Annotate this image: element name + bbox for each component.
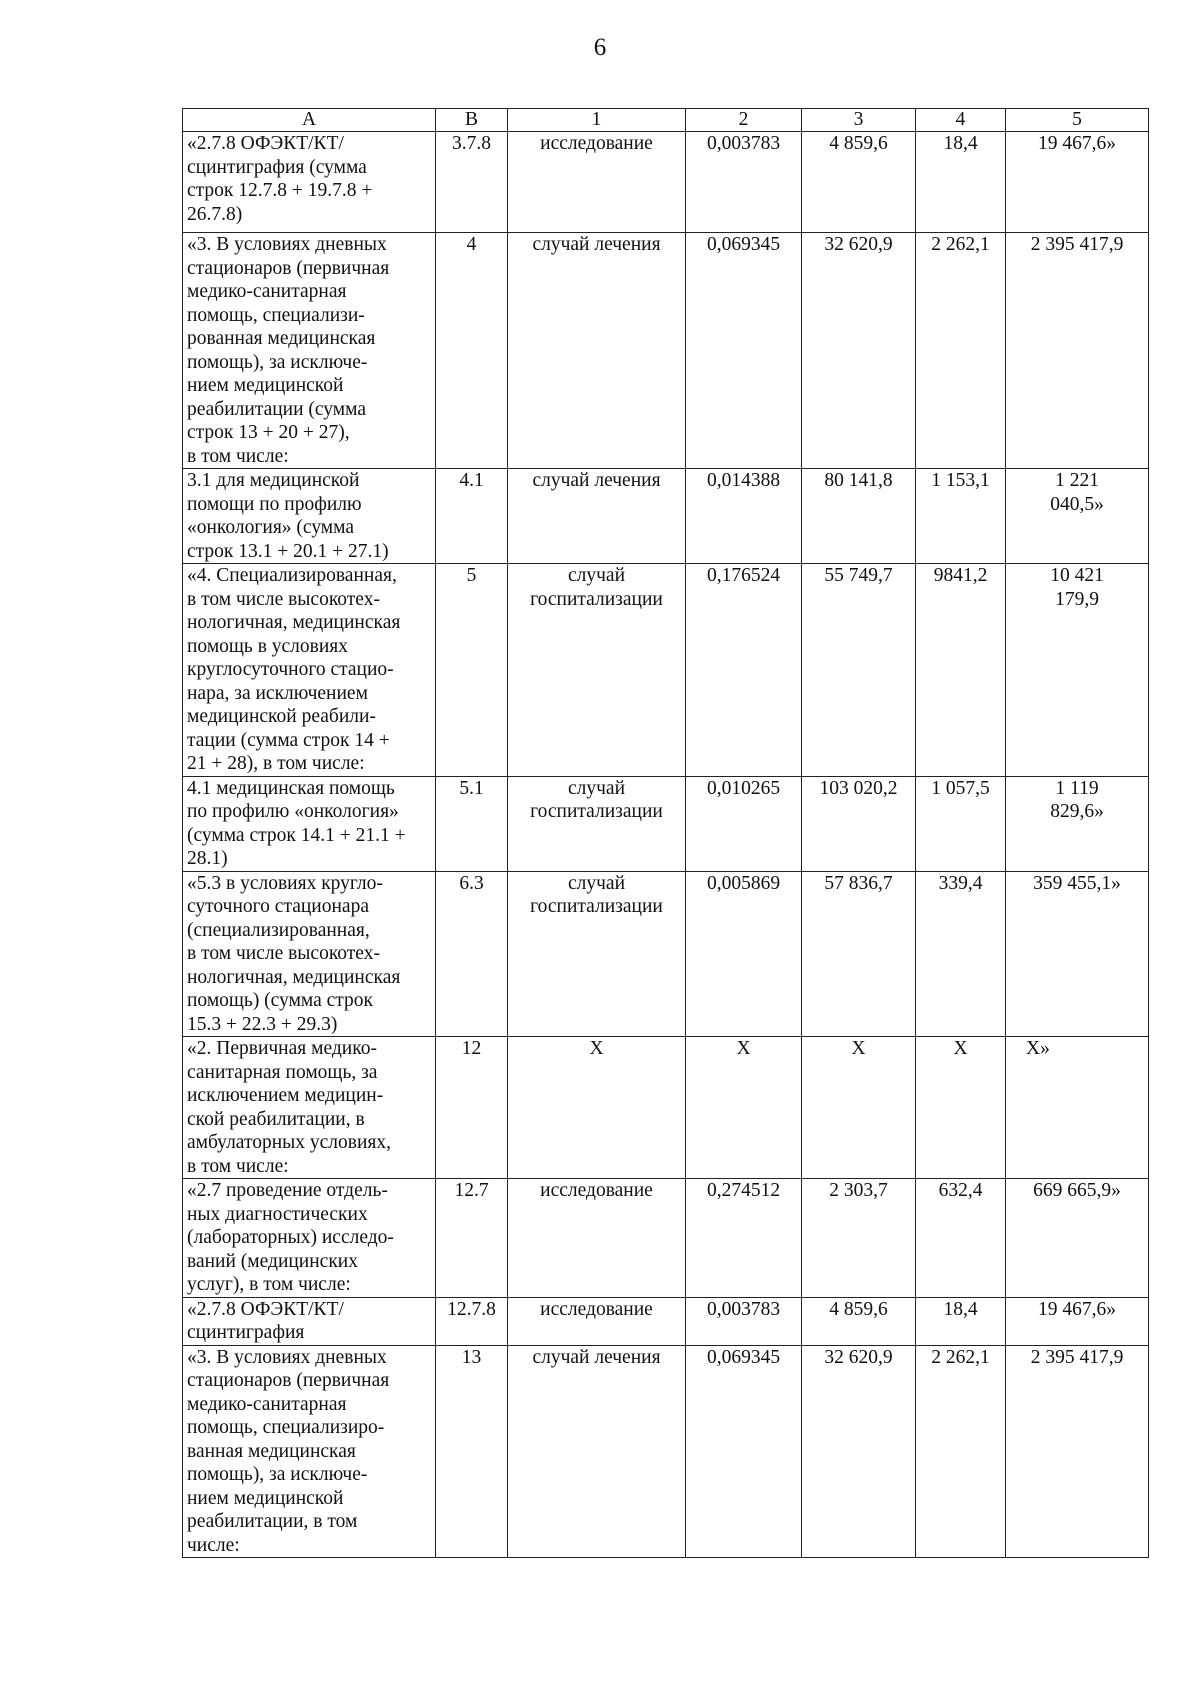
table-row — [183, 132, 1149, 233]
cell-per-capita-norm: 1 057,5 — [916, 776, 1006, 871]
cell-total-amount: 1 119 829,6» — [1006, 776, 1149, 871]
cell-row-code: 12 — [436, 1037, 508, 1179]
cell-cost-norm: 55 749,7 — [802, 564, 916, 777]
cell-total-amount: 2 395 417,9 — [1006, 233, 1149, 469]
cell-row-code: 5 — [436, 564, 508, 777]
cell-total-amount: 1 221 040,5» — [1006, 469, 1149, 564]
cell-unit-of-measure: исследование — [508, 1179, 686, 1298]
cell-cost-norm: X — [802, 1037, 916, 1179]
cell-total-amount: 359 455,1» — [1006, 871, 1149, 1037]
cell-row-code: 3.7.8 — [436, 132, 508, 233]
cell-row-description: «2. Первичная медико- санитарная помощь, за исключением медицин- ской реабилитации, в амбулаторных условиях, в том числе: — [183, 1037, 436, 1179]
column-header: 3 — [802, 109, 916, 132]
cell-per-capita-norm: 18,4 — [916, 132, 1006, 233]
data-table — [182, 108, 1149, 1558]
cell-unit-of-measure: X — [508, 1037, 686, 1179]
page-number: 6 — [593, 34, 607, 61]
cell-cost-norm: 57 836,7 — [802, 871, 916, 1037]
cell-unit-of-measure: случай лечения — [508, 469, 686, 564]
cell-row-description: «3. В условиях дневных стационаров (первичная медико-санитарная помощь, специализиро- ванная медицинская помощь), за исключе- нием медицинской реабилитации, в том числе: — [183, 1345, 436, 1558]
cell-unit-of-measure: случай госпитализации — [508, 564, 686, 777]
column-header: 4 — [916, 109, 1006, 132]
cell-unit-of-measure: случай лечения — [508, 233, 686, 469]
cell-row-description: «4. Специализированная, в том числе высокотех- нологичная, медицинская помощь в условиях круглосуточного стацио- нара, за исключением медицинской реабили- тации (сумма строк 14 + 21 + 28), в том числе: — [183, 564, 436, 777]
cell-per-capita-norm: 18,4 — [916, 1297, 1006, 1345]
cell-volume-norm: 0,010265 — [686, 776, 802, 871]
cell-per-capita-norm: 632,4 — [916, 1179, 1006, 1298]
cell-cost-norm: 80 141,8 — [802, 469, 916, 564]
cell-cost-norm: 103 020,2 — [802, 776, 916, 871]
cell-volume-norm: 0,005869 — [686, 871, 802, 1037]
cell-row-code: 4 — [436, 233, 508, 469]
cell-row-description: 4.1 медицинская помощь по профилю «онкология» (сумма строк 14.1 + 21.1 + 28.1) — [183, 776, 436, 871]
table-row — [183, 1297, 1149, 1345]
cell-cost-norm: 4 859,6 — [802, 1297, 916, 1345]
cell-row-description: «2.7.8 ОФЭКТ/КТ/ сцинтиграфия (сумма строк 12.7.8 + 19.7.8 + 26.7.8) — [183, 132, 436, 233]
table-row — [183, 1345, 1149, 1558]
cell-unit-of-measure: случай госпитализации — [508, 871, 686, 1037]
cell-unit-of-measure: исследование — [508, 1297, 686, 1345]
cell-cost-norm: 32 620,9 — [802, 233, 916, 469]
cell-row-description: «5.3 в условиях кругло- суточного стационара (специализированная, в том числе высокотех- нологичная, медицинская помощь) (сумма строк 15.3 + 22.3 + 29.3) — [183, 871, 436, 1037]
cell-per-capita-norm: X — [916, 1037, 1006, 1179]
cell-volume-norm: 0,069345 — [686, 1345, 802, 1558]
cell-row-description: 3.1 для медицинской помощи по профилю «онкология» (сумма строк 13.1 + 20.1 + 27.1) — [183, 469, 436, 564]
cell-row-code: 12.7.8 — [436, 1297, 508, 1345]
cell-volume-norm: 0,014388 — [686, 469, 802, 564]
table-row — [183, 776, 1149, 871]
cell-total-amount: 19 467,6» — [1006, 1297, 1149, 1345]
cell-per-capita-norm: 339,4 — [916, 871, 1006, 1037]
column-header: 1 — [508, 109, 686, 132]
table-row — [183, 233, 1149, 469]
cell-cost-norm: 4 859,6 — [802, 132, 916, 233]
cell-volume-norm: 0,274512 — [686, 1179, 802, 1298]
cell-total-amount: X» — [1006, 1037, 1149, 1179]
table-header-row — [183, 109, 1149, 132]
table-row — [183, 1037, 1149, 1179]
cell-volume-norm: 0,069345 — [686, 233, 802, 469]
cell-per-capita-norm: 2 262,1 — [916, 1345, 1006, 1558]
cell-row-code: 6.3 — [436, 871, 508, 1037]
cell-volume-norm: 0,003783 — [686, 132, 802, 233]
cell-total-amount: 2 395 417,9 — [1006, 1345, 1149, 1558]
cell-row-code: 12.7 — [436, 1179, 508, 1298]
cell-per-capita-norm: 2 262,1 — [916, 233, 1006, 469]
table-row — [183, 871, 1149, 1037]
cell-volume-norm: 0,003783 — [686, 1297, 802, 1345]
cell-cost-norm: 32 620,9 — [802, 1345, 916, 1558]
table-row — [183, 469, 1149, 564]
cell-per-capita-norm: 9841,2 — [916, 564, 1006, 777]
cell-total-amount: 19 467,6» — [1006, 132, 1149, 233]
cell-row-description: «2.7.8 ОФЭКТ/КТ/ сцинтиграфия — [183, 1297, 436, 1345]
table-row — [183, 1179, 1149, 1298]
column-header: 5 — [1006, 109, 1149, 132]
column-header: A — [183, 109, 436, 132]
column-header: 2 — [686, 109, 802, 132]
cell-row-code: 5.1 — [436, 776, 508, 871]
cell-total-amount: 669 665,9» — [1006, 1179, 1149, 1298]
cell-unit-of-measure: случай госпитализации — [508, 776, 686, 871]
cell-row-description: «2.7 проведение отдель- ных диагностических (лабораторных) исследо- ваний (медицинских услуг), в том числе: — [183, 1179, 436, 1298]
cell-per-capita-norm: 1 153,1 — [916, 469, 1006, 564]
cell-row-code: 4.1 — [436, 469, 508, 564]
column-header: B — [436, 109, 508, 132]
cell-total-amount: 10 421 179,9 — [1006, 564, 1149, 777]
cell-row-code: 13 — [436, 1345, 508, 1558]
cell-row-description: «3. В условиях дневных стационаров (первичная медико-санитарная помощь, специализи- рованная медицинская помощь), за исключе- нием медицинской реабилитации (сумма строк 13 + 20 + 27), в том числе: — [183, 233, 436, 469]
table-row — [183, 564, 1149, 777]
cell-cost-norm: 2 303,7 — [802, 1179, 916, 1298]
cell-unit-of-measure: исследование — [508, 132, 686, 233]
table-body — [183, 132, 1149, 1558]
cell-volume-norm: X — [686, 1037, 802, 1179]
cell-unit-of-measure: случай лечения — [508, 1345, 686, 1558]
cell-volume-norm: 0,176524 — [686, 564, 802, 777]
